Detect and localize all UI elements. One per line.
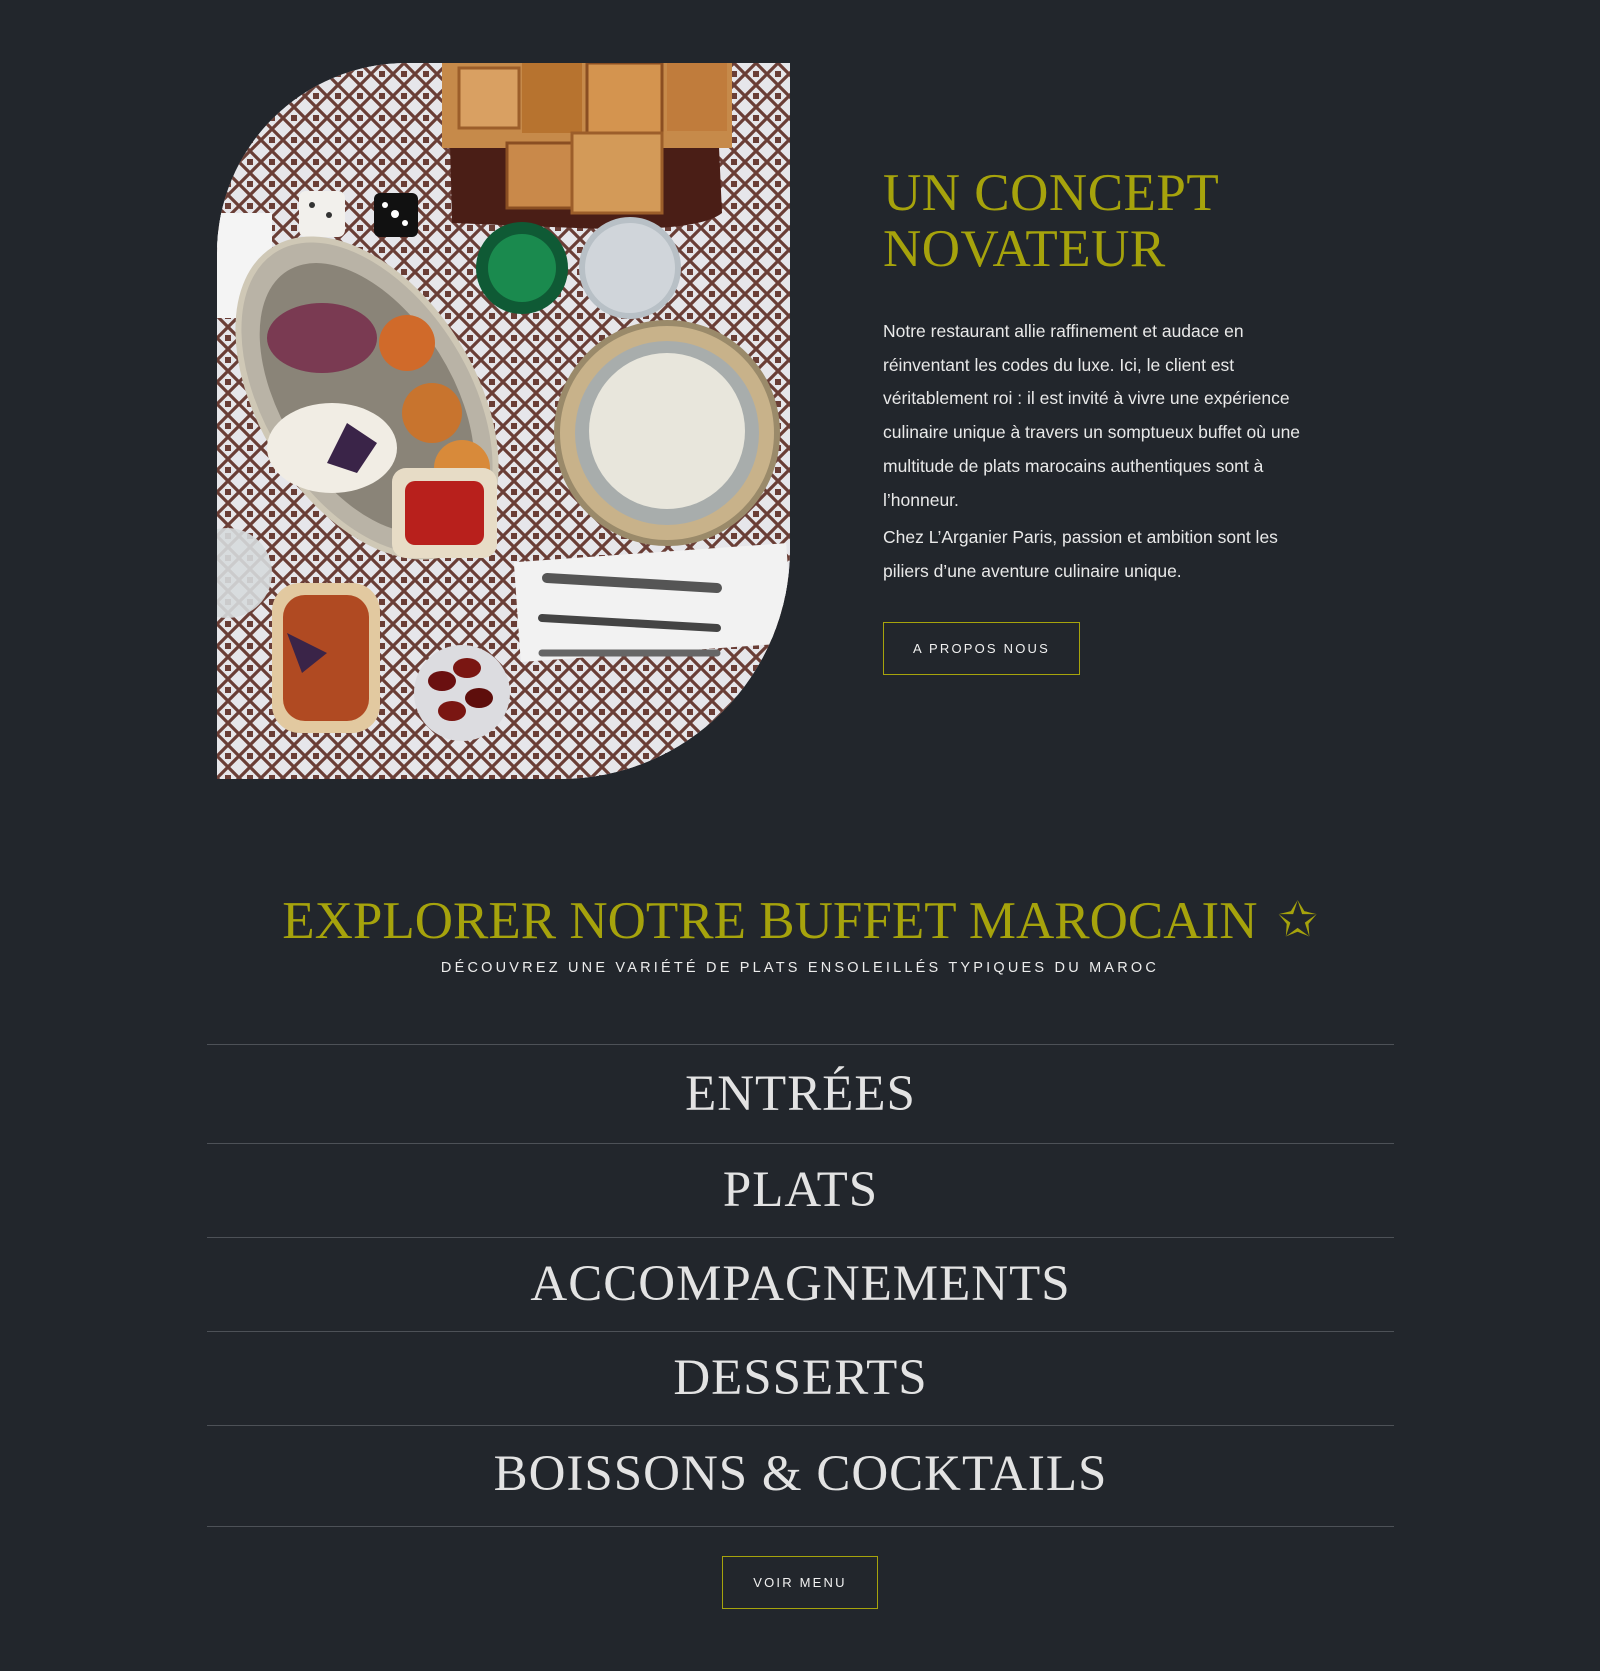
menu-category-entrees[interactable]: ENTRÉES	[207, 1045, 1394, 1144]
concept-paragraph: Chez L’Arganier Paris, passion et ambition sont les piliers d’une aventure culinaire unique.	[883, 527, 1278, 581]
menu-category-desserts[interactable]: DESSERTS	[207, 1332, 1394, 1426]
concept-section	[883, 165, 1323, 593]
concept-title-line2: NOVATEUR	[883, 220, 1166, 278]
concept-title-line1: UN CONCEPT	[883, 164, 1220, 222]
concept-paragraph: Notre restaurant allie raffinement et audace en réinventant les codes du luxe. Ici, le client est véritablement roi : il est invité à vivre une expérience culinaire unique à travers un somptueux buffet où une multitude de plats marocains authentiques sont à l’honneur.	[883, 321, 1301, 510]
concept-title	[883, 165, 1323, 277]
view-menu-button[interactable]: VOIR MENU	[722, 1556, 878, 1609]
menu-category-list	[207, 1044, 1394, 1527]
about-us-button[interactable]: A PROPOS NOUS	[883, 622, 1080, 675]
menu-category-boissons[interactable]: BOISSONS & COCKTAILS	[207, 1426, 1394, 1527]
menu-category-accompagnements[interactable]: ACCOMPAGNEMENTS	[207, 1238, 1394, 1332]
food-photo	[217, 63, 790, 779]
moroccan-star-icon: ✩	[1277, 894, 1318, 947]
buffet-title-text: EXPLORER NOTRE BUFFET MAROCAIN	[282, 892, 1258, 950]
concept-description	[883, 315, 1323, 589]
buffet-title	[0, 888, 1600, 954]
buffet-subtitle: DÉCOUVREZ UNE VARIÉTÉ DE PLATS ENSOLEILLÉS TYPIQUES DU MAROC	[440, 960, 1160, 976]
menu-category-plats[interactable]: PLATS	[207, 1144, 1394, 1238]
